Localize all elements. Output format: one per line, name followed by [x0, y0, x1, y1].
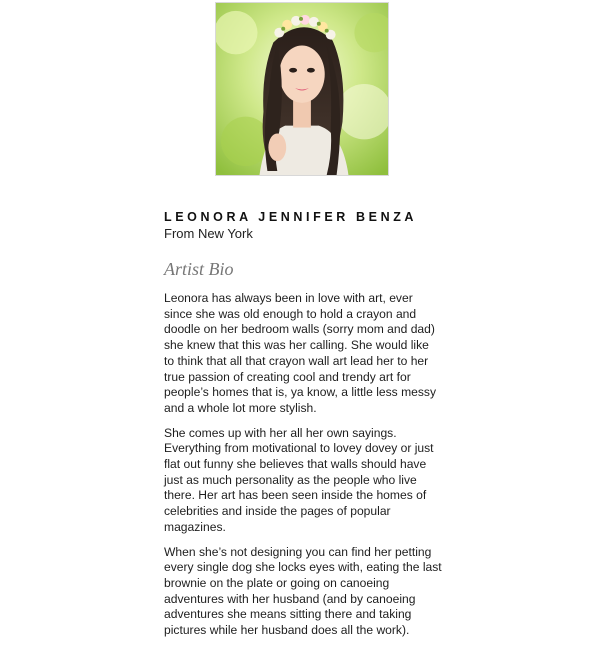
bio-paragraph: Leonora has always been in love with art, ever since she was old enough to hold a crayon and doodle on her bedroom walls (sorry mom and dad) she knew that this was her calling. She would like to think that all that crayon wall art lead her to her true passion of creating cool and trendy art for people’s homes that is, ya know, a little less messy and a whole lot more stylish. — [164, 291, 437, 415]
portrait-illustration — [216, 3, 388, 175]
artist-origin: From New York — [164, 226, 253, 241]
artist-portrait — [215, 2, 389, 176]
bio-paragraph: When she’s not designing you can find her petting every single dog she locks eyes with, eating the last brownie on the plate or going on canoeing adventures with her husband (and by canoeing adventures she means sitting there and taking pictures while her husband does all the work). — [164, 544, 442, 638]
bio-heading: Artist Bio — [164, 259, 234, 279]
artist-name: LEONORA JENNIFER BENZA — [164, 210, 418, 224]
bio-body — [164, 291, 442, 648]
bio-paragraph: She comes up with her all her own sayings. Everything from motivational to lovey dovey or just flat out funny she believes that walls should have just as much personality as the people who live there. Her art has been seen inside the homes of celebrities and inside the pages of popular magazines. — [164, 425, 434, 534]
